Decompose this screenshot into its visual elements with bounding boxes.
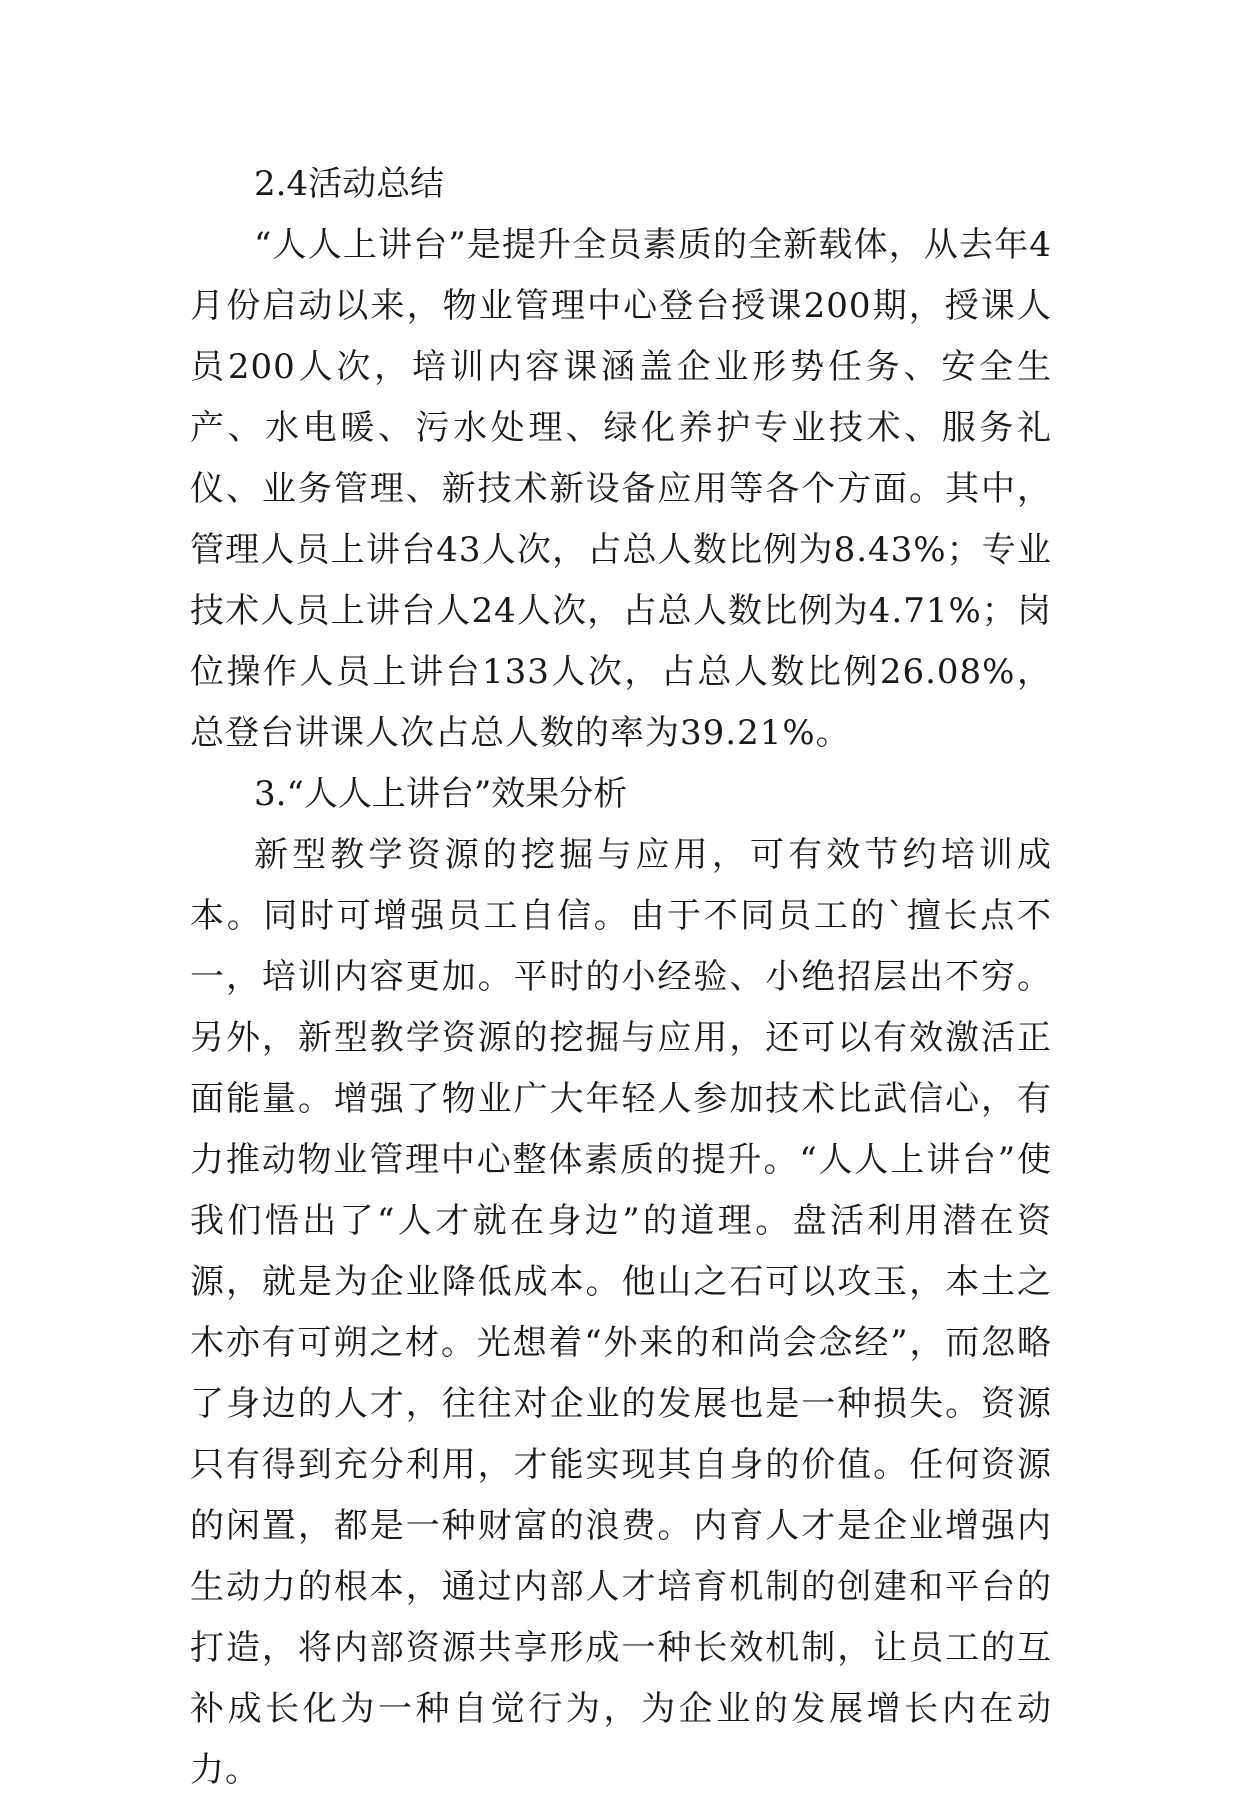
document-body bbox=[190, 154, 1052, 1801]
section-paragraph-2-4: “人人上讲台”是提升全员素质的全新载体，从去年4月份启动以来，物业管理中心登台授课200期，授课人员200人次，培训内容课涵盖企业形势任务、安全生产、水电暖、污水处理、绿化养护专业技术、服务礼仪、业务管理、新技术新设备应用等各个方面。其中，管理人员上讲台43人次，占总人数比例为8.43%；专业技术人员上讲台人24人次，占总人数比例为4.71%；岗位操作人员上讲台133人次，占总人数比例26.08%，总登台讲课人次占总人数的率为39.21%。 bbox=[190, 225, 1052, 753]
section-heading-3: 3.“人人上讲台”效果分析 bbox=[254, 774, 628, 814]
section-paragraph-3: 新型教学资源的挖掘与应用，可有效节约培训成本。同时可增强员工自信。由于不同员工的`擅长点不一，培训内容更加。平时的小经验、小绝招层出不穷。另外，新型教学资源的挖掘与应用，还可以有效激活正面能量。增强了物业广大年轻人参加技术比武信心，有力推动物业管理中心整体素质的提升。“人人上讲台”使我们悟出了“人才就在身边”的道理。盘活利用潜在资源，就是为企业降低成本。他山之石可以攻玉，本土之木亦有可朔之材。光想着“外来的和尚会念经”，而忽略了身边的人才，往往对企业的发展也是一种损失。资源只有得到充分利用，才能实现其自身的价值。任何资源的闲置，都是一种财富的浪费。内育人才是企业增强内生动力的根本，通过内部人才培育机制的创建和平台的打造，将内部资源共享形成一种长效机制，让员工的互补成长化为一种自觉行为，为企业的发展增长内在动力。 bbox=[190, 835, 1052, 1790]
section-heading-2-4: 2.4活动总结 bbox=[254, 164, 445, 204]
